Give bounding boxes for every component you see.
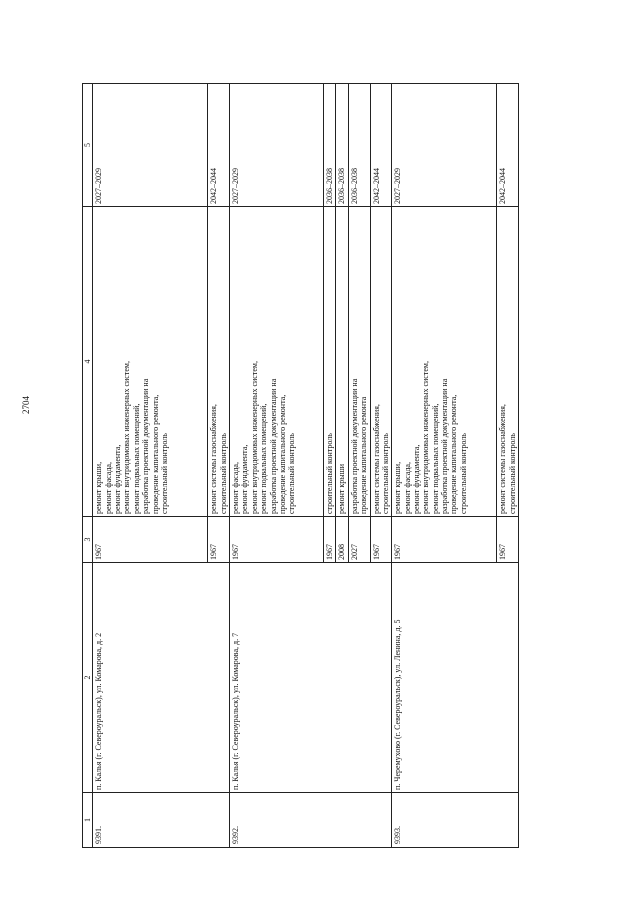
- repair-schedule-table: [82, 83, 519, 848]
- year-cell: 2008: [336, 517, 348, 563]
- period-cell: 2027–2029: [230, 84, 324, 207]
- year-cell: 1967: [324, 517, 336, 563]
- address-cell: п. Черемухово (г. Североуральск), ул. Ленина, д. 5: [392, 563, 519, 793]
- year-cell: 1967: [208, 517, 230, 563]
- period-cell: 2042–2044: [497, 84, 519, 207]
- works-cell: ремонт системы газоснабжения, строительный контроль: [208, 207, 230, 517]
- year-cell: 1967: [370, 517, 392, 563]
- period-cell: 2042–2044: [208, 84, 230, 207]
- address-cell: п. Калья (г. Североуральск), ул. Комарова, д. 7: [230, 563, 392, 793]
- address-cell: п. Калья (г. Североуральск), ул. Комарова, д. 2: [93, 563, 230, 793]
- year-cell: 1967: [230, 517, 324, 563]
- table-row: [230, 84, 324, 848]
- header-col-4: 4: [83, 207, 93, 517]
- works-cell: ремонт системы газоснабжения, строительный контроль: [497, 207, 519, 517]
- year-cell: 1967: [93, 517, 208, 563]
- table-row: [93, 84, 208, 848]
- period-cell: 2027–2029: [392, 84, 497, 207]
- period-cell: 2042–2044: [370, 84, 392, 207]
- period-cell: 2036–2038: [336, 84, 348, 207]
- header-col-5: 5: [83, 84, 93, 207]
- year-cell: 1967: [392, 517, 497, 563]
- repair-schedule-table-wrapper: [82, 84, 517, 848]
- header-row: [83, 84, 93, 848]
- works-cell: разработка проектной документации на проведение капитального ремонта: [348, 207, 370, 517]
- period-cell: 2036–2038: [348, 84, 370, 207]
- page-number: 2704: [21, 396, 31, 414]
- works-cell: ремонт фасада, ремонт фундамента, ремонт внутридомовых инженерных систем, ремонт подвальных помещений, разработка проектной документации на проведение капитального ремонта, строительный контроль: [230, 207, 324, 517]
- header-col-3: 3: [83, 517, 93, 563]
- works-cell: ремонт системы газоснабжения, строительный контроль: [370, 207, 392, 517]
- works-cell: ремонт крыши, ремонт фасада, ремонт фундамента, ремонт внутридомовых инженерных систем, ремонт подвальных помещений, разработка проектной документации на проведение капитального ремонта, строительный контроль: [392, 207, 497, 517]
- works-cell: ремонт крыши, ремонт фасада, ремонт фундамента, ремонт внутридомовых инженерных систем, ремонт подвальных помещений, разработка проектной документации на проведение капитального ремонта, строительный контроль: [93, 207, 208, 517]
- row-number: 9393.: [392, 793, 519, 848]
- works-cell: строительный контроль: [324, 207, 336, 517]
- row-number: 9391.: [93, 793, 230, 848]
- row-number: 9392.: [230, 793, 392, 848]
- table-row: [392, 84, 497, 848]
- period-cell: 2027–2029: [93, 84, 208, 207]
- year-cell: 2027: [348, 517, 370, 563]
- period-cell: 2036–2038: [324, 84, 336, 207]
- year-cell: 1967: [497, 517, 519, 563]
- works-cell: ремонт крыши: [336, 207, 348, 517]
- header-col-2: 2: [83, 563, 93, 793]
- header-col-1: 1: [83, 793, 93, 848]
